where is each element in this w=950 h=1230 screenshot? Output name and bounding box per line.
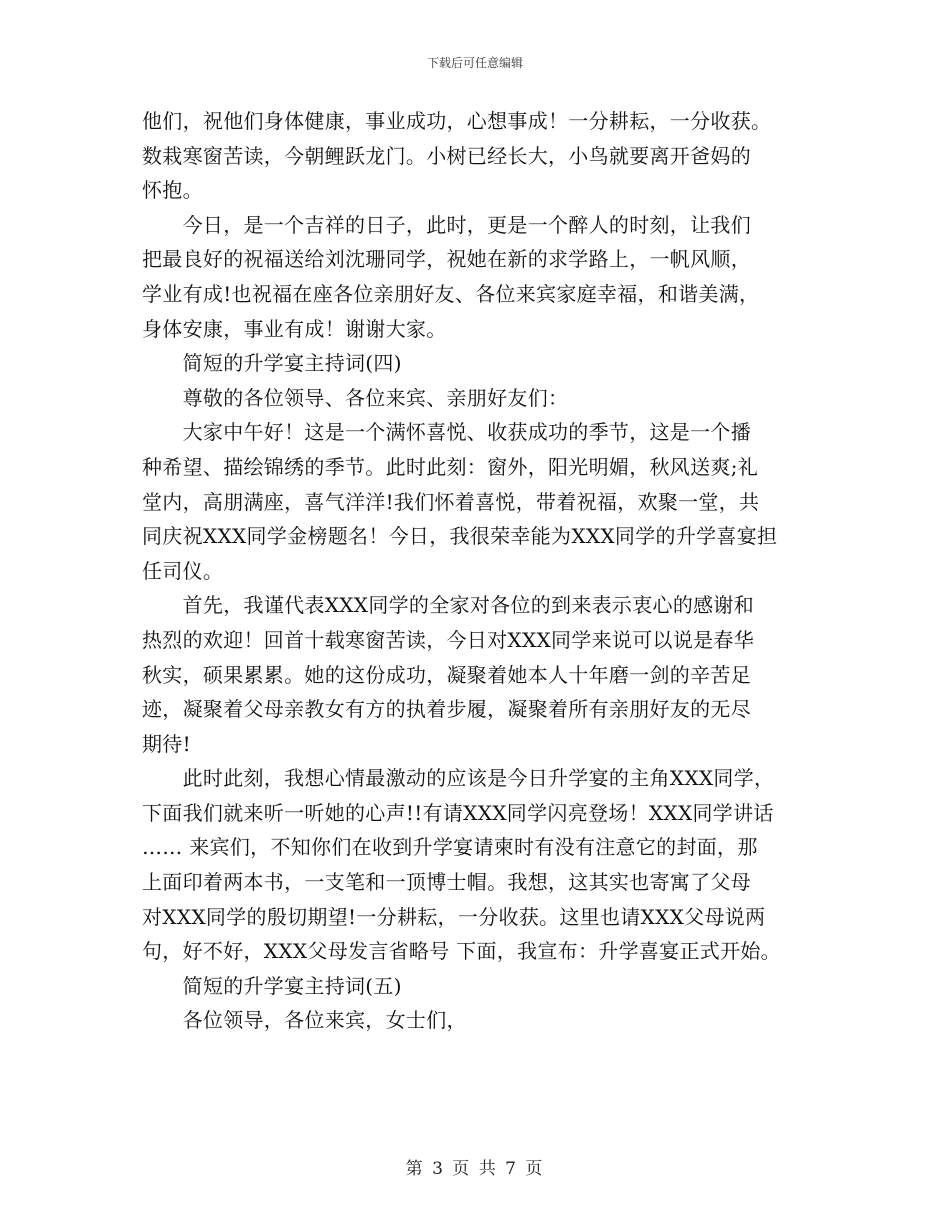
text-line: 堂内，高朋满座，喜气洋洋!我们怀着喜悦，带着祝福，欢聚一堂，共 (142, 489, 760, 514)
text-line: 大家中午好！这是一个满怀喜悦、收获成功的季节，这是一个播 (142, 420, 751, 445)
text-line: 各位领导，各位来宾，女士们， (142, 1008, 467, 1033)
text-line: 对XXX同学的殷切期望!一分耕耘，一分收获。这里也请XXX父母说两 (142, 904, 766, 929)
text-line: 迹，凝聚着父母亲教女有方的执着步履，凝聚着所有亲朋好友的无尽 (142, 697, 751, 722)
text-line: 任司仪。 (142, 558, 224, 583)
section-heading: 简短的升学宴主持词(四) (142, 351, 402, 376)
text-line: 首先，我谨代表XXX同学的全家对各位的到来表示衷心的感谢和 (142, 593, 755, 618)
text-line: 下面我们就来听一听她的心声!!有请XXX同学闪亮登场！XXX同学讲话 (142, 800, 774, 825)
text-line: 身体安康，事业有成！谢谢大家。 (142, 316, 447, 341)
page-footer: 第 3 页 共 7 页 (405, 1159, 545, 1179)
text-line: 秋实，硕果累累。她的这份成功，凝聚着她本人十年磨一剑的辛苦足 (142, 662, 751, 687)
section-heading: 简短的升学宴主持词(五) (142, 973, 402, 998)
document-body (142, 104, 814, 1038)
text-line: 同庆祝XXX同学金榜题名！今日，我很荣幸能为XXX同学的升学喜宴担 (142, 524, 778, 549)
text-line: 怀抱。 (142, 178, 203, 203)
text-line: 期待! (142, 731, 191, 756)
text-line: 句，好不好，XXX父母发言省略号 下面，我宣布：升学喜宴正式开始。 (142, 939, 781, 964)
text-line: …… 来宾们，不知你们在收到升学宴请柬时有没有注意它的封面，那 (142, 835, 758, 860)
text-line: 尊敬的各位领导、各位来宾、亲朋好友们： (142, 385, 569, 410)
text-line: 此时此刻，我想心情最激动的应该是今日升学宴的主角XXX同学， (142, 766, 775, 791)
text-line: 热烈的欢迎！回首十载寒窗苦读，今日对XXX同学来说可以说是春华 (142, 627, 755, 652)
text-line: 把最良好的祝福送给刘沈珊同学，祝她在新的求学路上，一帆风顺， (142, 247, 751, 272)
text-line: 学业有成!也祝福在座各位亲朋好友、各位来宾家庭幸福，和谐美满， (142, 281, 760, 306)
text-line: 今日，是一个吉祥的日子，此时，更是一个醉人的时刻，让我们 (142, 212, 751, 237)
text-line: 种希望、描绘锦绣的季节。此时此刻：窗外，阳光明媚，秋风送爽;礼 (142, 454, 759, 479)
page-header: 下载后可任意编辑 (426, 56, 523, 70)
text-line: 上面印着两本书，一支笔和一顶博士帽。我想，这其实也寄寓了父母 (142, 870, 751, 895)
text-line: 数栽寒窗苦读，今朝鲤跃龙门。小树已经长大，小鸟就要离开爸妈的 (142, 143, 751, 168)
text-line: 他们，祝他们身体健康，事业成功，心想事成！一分耕耘，一分收获。 (142, 109, 772, 133)
